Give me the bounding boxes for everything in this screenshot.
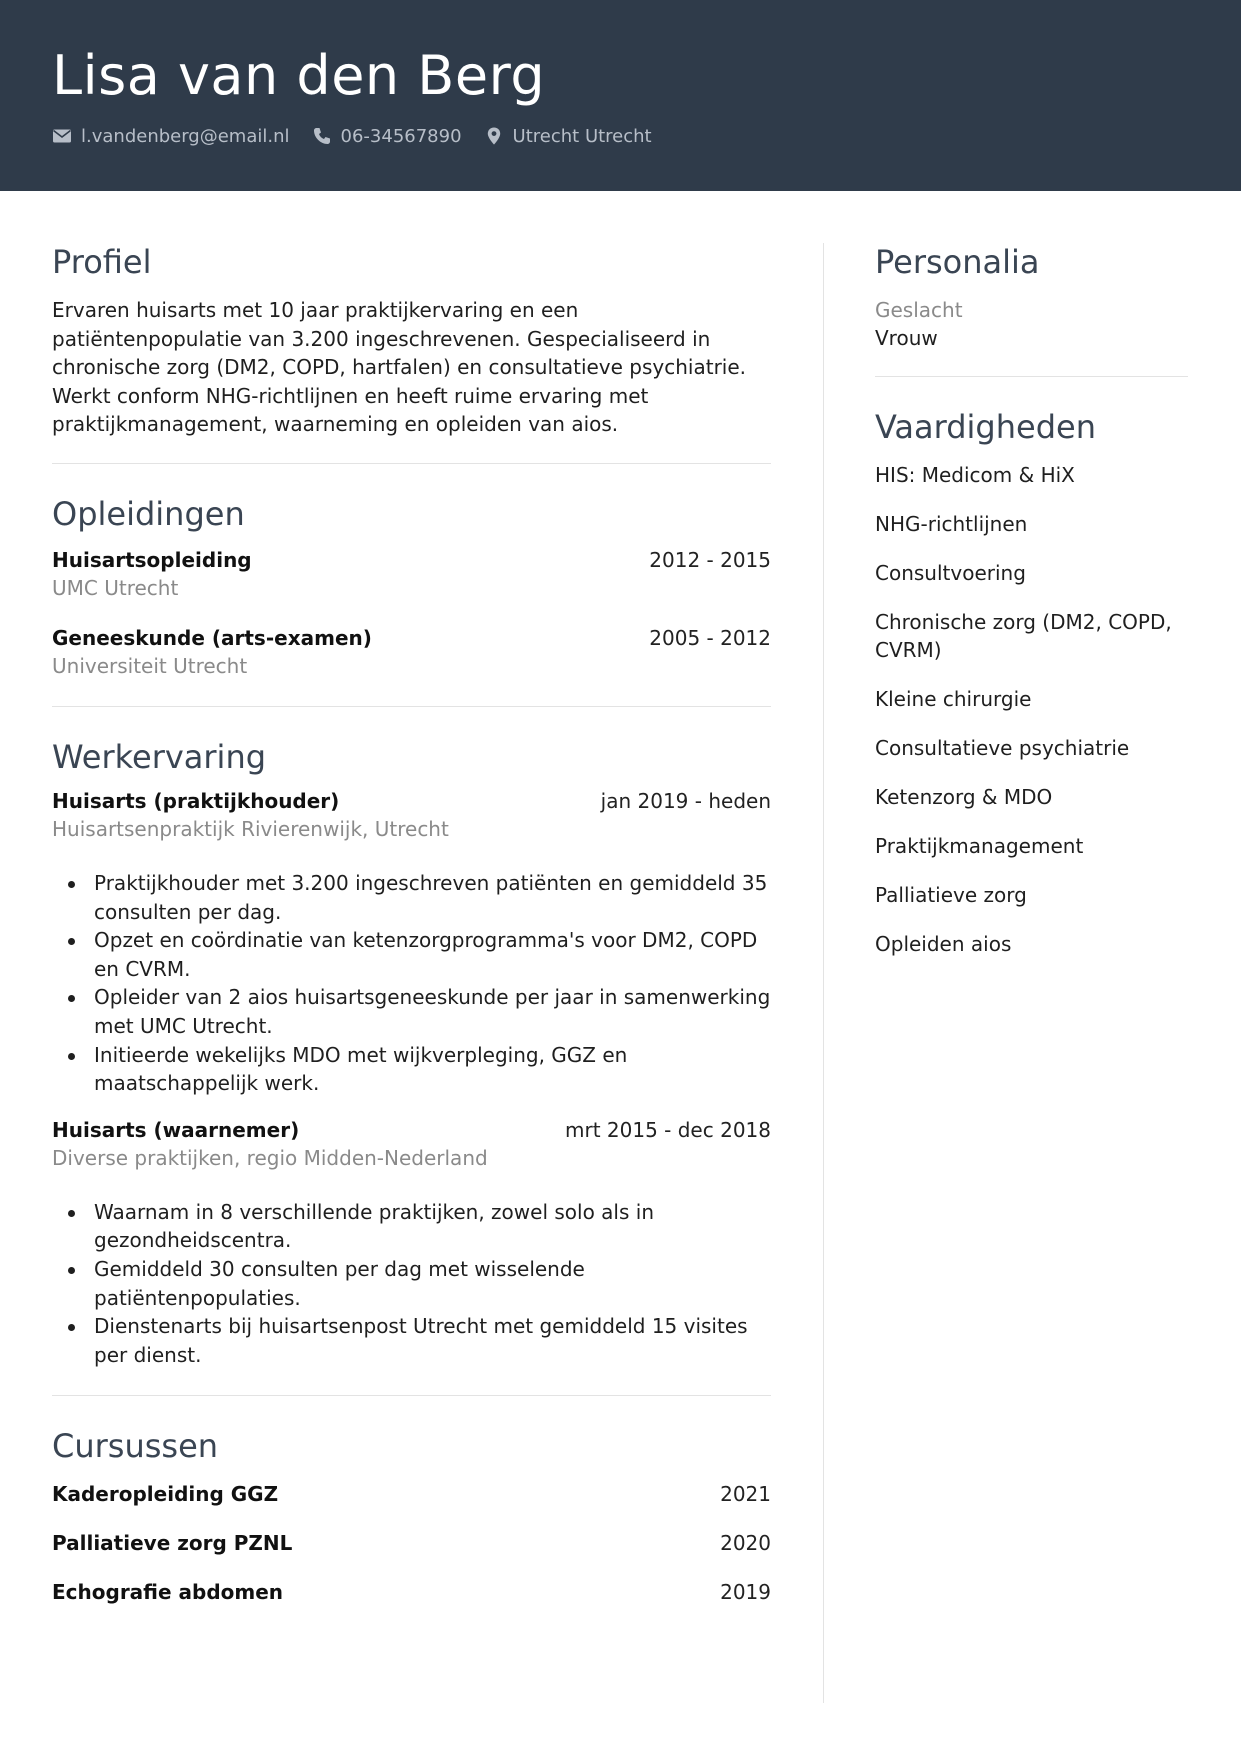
job-employer: Huisartsenpraktijk Rivierenwijk, Utrecht (52, 816, 449, 841)
courses-title: Cursussen (52, 1427, 219, 1466)
skill-item: Consultatieve psychiatrie (875, 736, 1130, 760)
education-title: Opleidingen (52, 494, 245, 533)
list-item: Opzet en coördinatie van ketenzorgprogramma's voor DM2, COPD en CVRM. (52, 926, 771, 983)
course-year: 2020 (720, 1531, 771, 1556)
job-title: Huisarts (waarnemer) (52, 1117, 300, 1142)
job-date: mrt 2015 - dec 2018 (565, 1117, 771, 1142)
column-divider (823, 243, 824, 1703)
profile-text: Ervaren huisarts met 10 jaar praktijkervaring en een patiëntenpopulatie van 3.200 ingeschrevenen. Gespecialiseerd in chronische zorg (DM2, COPD, hartfalen) en consultatieve psychiatrie. Werkt conform NHG-richtlijnen en heeft ruime ervaring met praktijkmanagement, waarneming en opleiden van aios. (52, 298, 747, 437)
personal-title: Personalia (875, 243, 1040, 281)
main-column (52, 238, 771, 1606)
course-name: Palliatieve zorg PZNL (52, 1531, 293, 1556)
phone-text: 06-34567890 (340, 125, 462, 147)
skill-item: NHG-richtlijnen (875, 512, 1028, 536)
section-divider (52, 463, 771, 464)
education-date: 2012 - 2015 (649, 547, 771, 572)
phone-icon (312, 126, 332, 146)
map-pin-icon (484, 126, 504, 146)
list-item: Gemiddeld 30 consulten per dag met wisselende patiëntenpopulaties. (52, 1255, 771, 1312)
job-bullets (52, 1198, 771, 1370)
list-item: Dienstenarts bij huisartsenpost Utrecht met gemiddeld 15 visites per dienst. (52, 1312, 771, 1369)
skill-item: HIS: Medicom & HiX (875, 463, 1075, 487)
skill-item: Kleine chirurgie (875, 687, 1032, 711)
list-item: Initieerde wekelijks MDO met wijkverpleging, GGZ en maatschappelijk werk. (52, 1041, 771, 1098)
profile-title: Profiel (52, 243, 152, 281)
section-divider (52, 706, 771, 707)
work-section (52, 733, 771, 1369)
sidebar-column (875, 238, 1188, 958)
course-row (52, 1578, 771, 1606)
skill-item: Ketenzorg & MDO (875, 785, 1053, 809)
list-item: Opleider van 2 aios huisartsgeneeskunde per jaar in samenwerking met UMC Utrecht. (52, 983, 771, 1040)
job-employer: Diverse praktijken, regio Midden-Nederland (52, 1145, 488, 1170)
education-institution: Universiteit Utrecht (52, 653, 248, 678)
job-title: Huisarts (praktijkhouder) (52, 788, 340, 813)
work-entry (52, 1116, 771, 1370)
skills-title: Vaardigheden (875, 408, 1096, 446)
email-text: l.vandenberg@email.nl (81, 125, 290, 147)
work-entry (52, 787, 771, 1098)
skill-item: Chronische zorg (DM2, COPD, CVRM) (875, 610, 1172, 662)
envelope-icon (52, 126, 72, 146)
contact-info (52, 124, 674, 148)
education-section (52, 490, 771, 680)
course-name: Kaderopleiding GGZ (52, 1482, 279, 1507)
education-entry (52, 546, 771, 602)
course-year: 2019 (720, 1580, 771, 1605)
course-row (52, 1529, 771, 1557)
job-bullets (52, 869, 771, 1098)
work-title: Werkervaring (52, 737, 267, 776)
contact-email[interactable] (52, 126, 290, 147)
skill-item: Consultvoering (875, 561, 1026, 585)
job-date: jan 2019 - heden (600, 788, 771, 813)
contact-location (484, 126, 652, 147)
header-banner (0, 0, 1241, 191)
education-degree: Geneeskunde (arts-examen) (52, 625, 372, 650)
skill-item: Praktijkmanagement (875, 834, 1084, 858)
skills-section (875, 403, 1188, 958)
course-row (52, 1480, 771, 1508)
candidate-name: Lisa van den Berg (52, 44, 546, 107)
list-item: Praktijkhouder met 3.200 ingeschreven patiënten en gemiddeld 35 consulten per dag. (52, 869, 771, 926)
section-divider (52, 1395, 771, 1396)
skill-item: Palliatieve zorg (875, 883, 1027, 907)
contact-phone[interactable] (312, 126, 462, 147)
location-text: Utrecht Utrecht (512, 125, 652, 147)
skill-item: Opleiden aios (875, 932, 1012, 956)
education-degree: Huisartsopleiding (52, 547, 252, 572)
profile-section (52, 238, 771, 439)
section-divider (875, 376, 1188, 377)
courses-section (52, 1422, 771, 1606)
gender-value: Vrouw (875, 326, 938, 350)
course-year: 2021 (720, 1482, 771, 1507)
course-name: Echografie abdomen (52, 1580, 284, 1605)
education-date: 2005 - 2012 (649, 625, 771, 650)
personal-section (875, 238, 1188, 352)
gender-label: Geslacht (875, 298, 963, 322)
education-entry (52, 624, 771, 680)
list-item: Waarnam in 8 verschillende praktijken, zowel solo als in gezondheidscentra. (52, 1198, 771, 1255)
education-institution: UMC Utrecht (52, 575, 179, 600)
